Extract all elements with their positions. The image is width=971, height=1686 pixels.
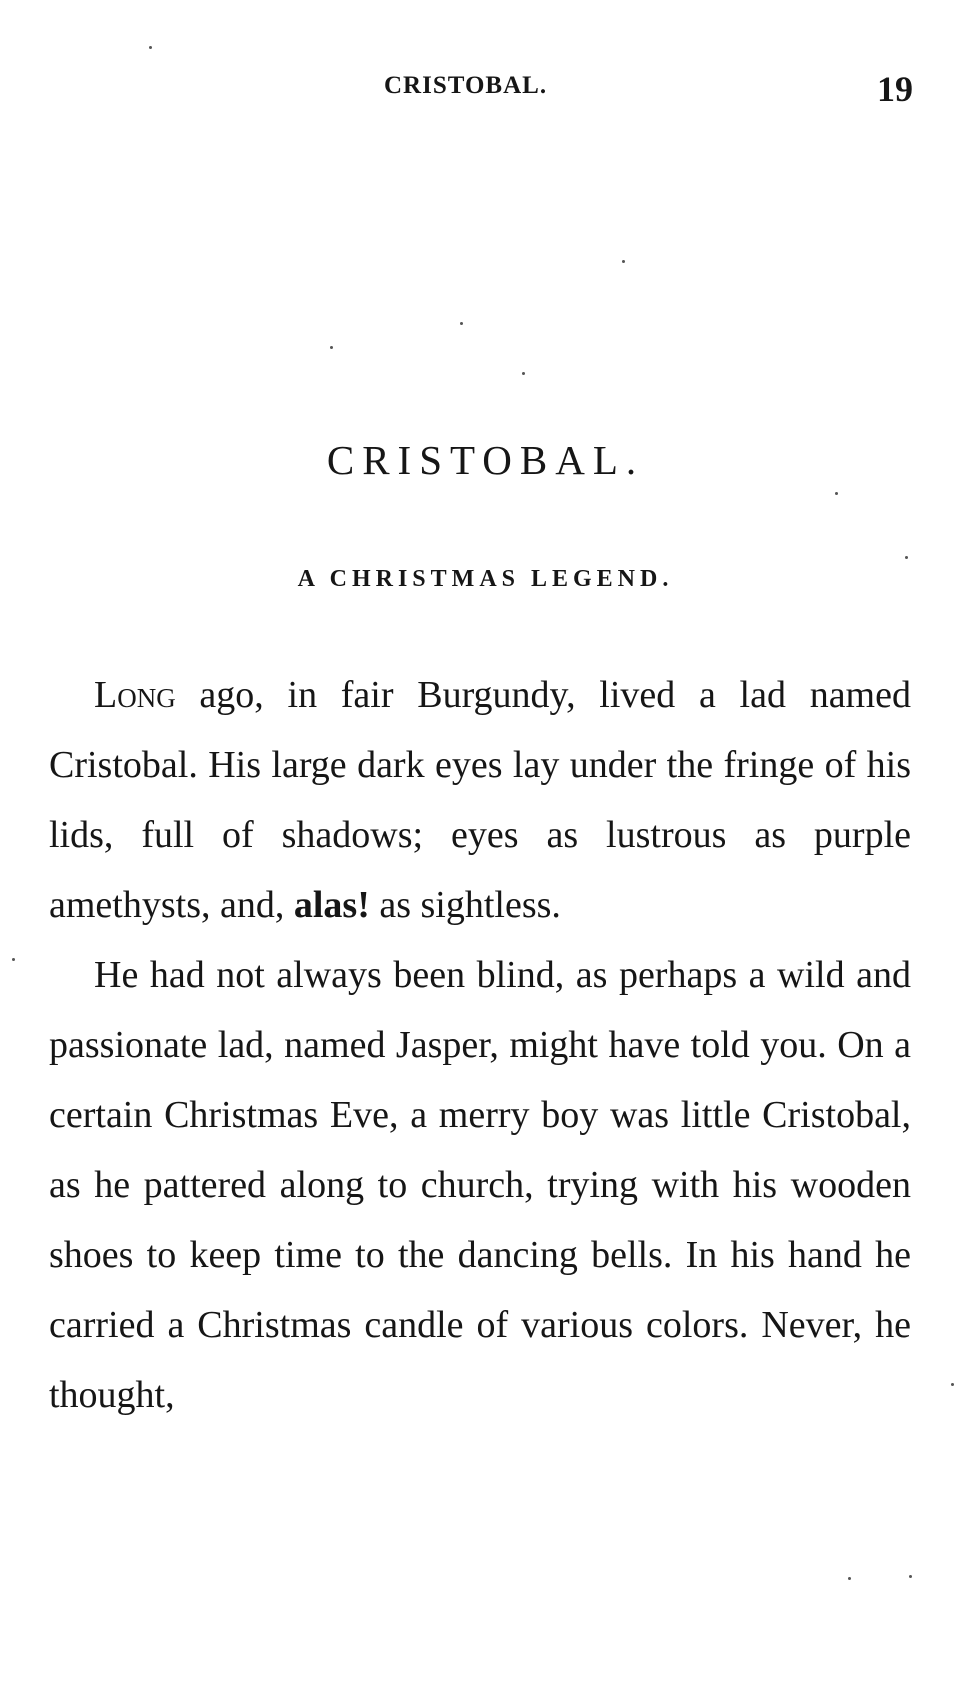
paragraph-2: He had not always been blind, as perhaps a wild and passionate lad, named Jasper, might have told you. On a certain Christmas Eve, a merry boy was little Cristobal, as he pattered along to church, trying with his wooden shoes to keep time to the dancing bells. In his hand he carried a Christmas candle of various colors. Never, he thought, [49,954,911,1416]
paragraph-1 [49,660,911,940]
running-title: CRISTOBAL. [384,72,548,99]
print-speck [951,1383,954,1386]
exclamation-word: alas! [293,884,370,926]
print-speck [848,1577,851,1580]
print-speck [905,556,908,559]
body-text [49,660,911,1430]
print-speck [12,958,15,961]
paragraph-1-text-b: as sightless. [369,884,561,926]
print-speck [460,322,463,325]
print-speck [330,346,333,349]
print-speck [522,372,525,375]
page-number: 19 [877,69,913,109]
chapter-title: CRISTOBAL. [326,437,645,483]
print-speck [622,260,625,263]
print-speck [149,46,152,49]
print-speck [909,1575,912,1578]
paragraph-1-text-a: ago, in fair Burgundy, lived a lad named Cristobal. His large dark eyes lay under the fringe of his lids, full of shadows; eyes as lustrous as purple amethysts, and, [49,674,911,926]
print-speck [835,492,838,495]
lead-word: Long [94,674,176,716]
running-header [0,69,971,112]
chapter-subtitle: A CHRISTMAS LEGEND. [297,566,674,592]
